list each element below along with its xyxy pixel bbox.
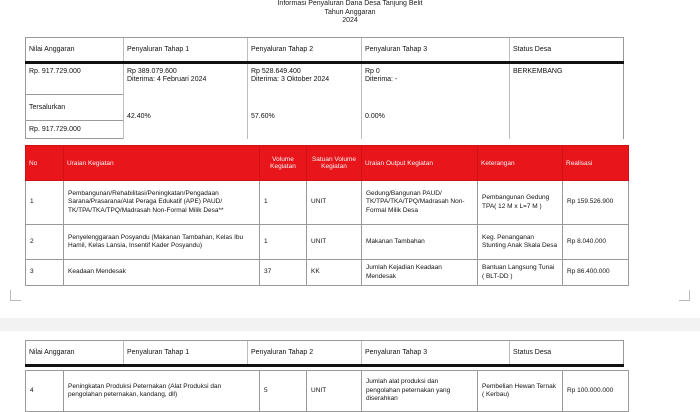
row-no: 1: [26, 181, 64, 225]
tahap-1-amount: Rp 389.079.600: [127, 68, 177, 75]
summary-table-page-2: [25, 340, 624, 367]
row-no: 3: [26, 260, 64, 286]
row-volume: 1: [260, 181, 307, 225]
col-status-desa: Status Desa: [510, 341, 624, 366]
row-uraian: Keadaan Mendesak: [64, 260, 260, 286]
row-output: Jumlah Kejadian Keadaan Mendesak: [362, 260, 478, 286]
col-tahap-3: Penyaluran Tahap 3: [362, 38, 510, 63]
col-tahap-2: Penyaluran Tahap 2: [248, 38, 362, 63]
row-volume: 5: [260, 371, 307, 412]
row-volume: 1: [260, 225, 307, 260]
col-no: No: [26, 146, 64, 181]
col-uraian: Uraian Kegiatan: [64, 146, 260, 181]
row-satuan: UNIT: [307, 371, 362, 412]
table-row: [26, 371, 629, 412]
tahap-3-cell: [362, 63, 510, 95]
col-volume: Volume Kegiatan: [260, 146, 307, 181]
row-realisasi: Rp 100.000.000: [563, 371, 629, 412]
activity-table-page-2: [25, 370, 629, 412]
activity-table: [25, 145, 629, 286]
tahap-1-date: Diterima: 4 Februari 2024: [127, 76, 207, 83]
col-keterangan: Keterangan: [478, 146, 563, 181]
row-no: 4: [26, 371, 64, 412]
row-uraian: Peningkatan Produksi Peternakan (Alat Produksi dan pengolahan peternakan, kandang, dll): [64, 371, 260, 412]
tahap-2-date: Diterima: 3 Oktober 2024: [251, 76, 330, 83]
page-title: Informasi Penyaluran Dana Desa Tanjung Belit: [277, 0, 423, 7]
nilai-anggaran-value: Rp. 917.729.000: [26, 63, 124, 95]
summary-header-row: [26, 341, 624, 366]
row-uraian: Penyelenggaraan Posyandu (Makanan Tambahan, Kelas Ibu Hamil, Kelas Lansia, Insentif Kader Posyandu): [64, 225, 260, 260]
table-row: [26, 181, 629, 225]
row-satuan: KK: [307, 260, 362, 286]
col-tahap-2: Penyaluran Tahap 2: [248, 341, 362, 366]
crop-mark-right: [679, 290, 690, 301]
col-tahap-3: Penyaluran Tahap 3: [362, 341, 510, 366]
row-uraian: Pembangunan/Rehabilitasi/Peningkatan/Pengadaan Sarana/Prasarana/Alat Peraga Edukatif (APE) PAUD/ TK/TPA/TKA/TPQ/Madrasah Non-Formal Milik Desa**: [64, 181, 260, 225]
tersalurkan-label: Tersalurkan: [26, 95, 124, 121]
col-satuan: Satuan Volume Kegiatan: [307, 146, 362, 181]
table-row: [26, 260, 629, 286]
tahap-2-amount: Rp 528.649.400: [251, 68, 301, 75]
row-realisasi: Rp 159.526.900: [563, 181, 629, 225]
row-output: Gedung/Bangunan PAUD/ TK/TPA/TKA/TPQ/Madrasah Non-Formal Milik Desa: [362, 181, 478, 225]
row-volume: 37: [260, 260, 307, 286]
col-realisasi: Realisasi: [563, 146, 629, 181]
row-keterangan: Keg. Penanganan Stunting Anak Skala Desa: [478, 225, 563, 260]
tahap-3-amount: Rp 0: [365, 68, 380, 75]
summary-amount-row: [26, 63, 624, 95]
page-subtitle: Tahun Anggaran: [324, 8, 376, 16]
row-keterangan: Pembelian Hewan Ternak ( Kerbau): [478, 371, 563, 412]
col-nilai-anggaran: Nilai Anggaran: [26, 341, 124, 366]
row-output: Jumlah alat produksi dan pengolahan peternakan yang diserahkan: [362, 371, 478, 412]
col-tahap-1: Penyaluran Tahap 1: [124, 38, 248, 63]
page-header: [0, 0, 700, 26]
status-desa-value: BERKEMBANG: [510, 63, 624, 139]
col-status-desa: Status Desa: [510, 38, 624, 63]
tahap-3-percent: 0.00%: [362, 95, 510, 139]
page-year: 2024: [342, 17, 358, 24]
row-satuan: UNIT: [307, 181, 362, 225]
col-tahap-1: Penyaluran Tahap 1: [124, 341, 248, 366]
row-output: Makanan Tambahan: [362, 225, 478, 260]
summary-header-row: [26, 38, 624, 63]
table-row: [26, 225, 629, 260]
page-break: [0, 318, 700, 331]
col-nilai-anggaran: Nilai Anggaran: [26, 38, 124, 63]
row-realisasi: Rp 86.400.000: [563, 260, 629, 286]
tersalurkan-amount: Rp. 917.729.000: [26, 121, 124, 139]
activity-header-row: [26, 146, 629, 181]
tahap-1-percent: 42.40%: [124, 95, 248, 139]
tahap-2-cell: [248, 63, 362, 95]
row-realisasi: Rp 8.040.000: [563, 225, 629, 260]
tahap-3-date: Diterima: -: [365, 76, 398, 83]
tahap-2-percent: 57.60%: [248, 95, 362, 139]
col-output: Uraian Output Kegiatan: [362, 146, 478, 181]
tahap-1-cell: [124, 63, 248, 95]
row-keterangan: Bantuan Langsung Tunai ( BLT-DD ): [478, 260, 563, 286]
summary-table: [25, 37, 624, 139]
row-keterangan: Pembangunan Gedung TPA( 12 M x L=7 M ): [478, 181, 563, 225]
row-no: 2: [26, 225, 64, 260]
row-satuan: UNIT: [307, 225, 362, 260]
crop-mark-left: [10, 290, 21, 301]
